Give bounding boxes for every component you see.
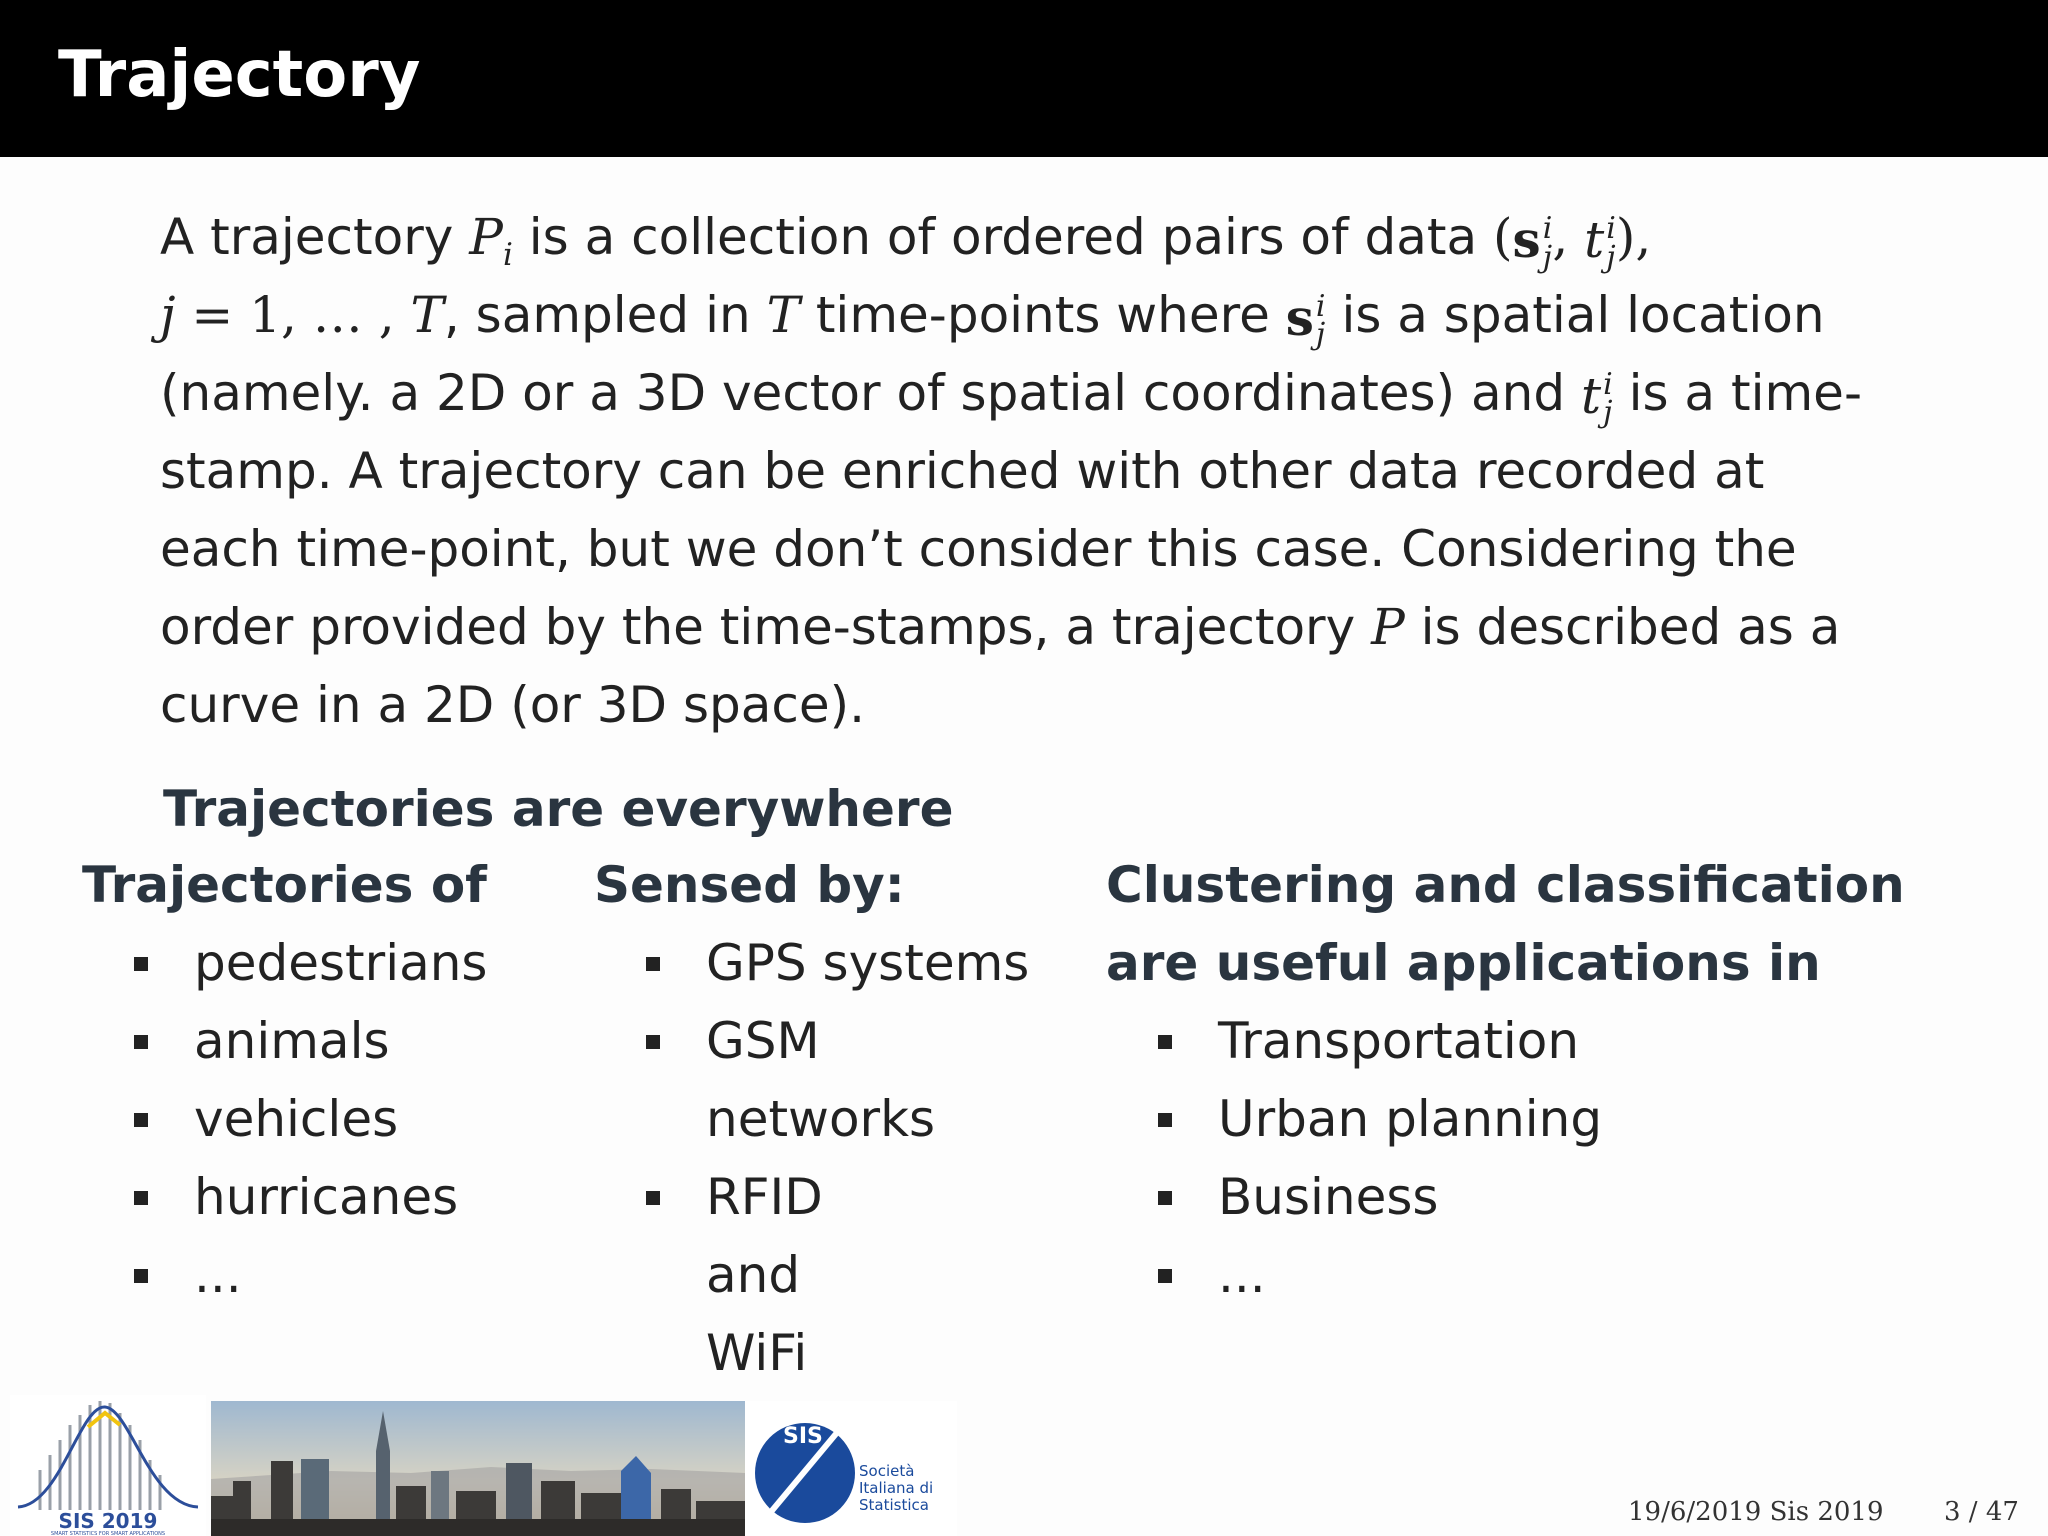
bullet-square-icon bbox=[646, 957, 660, 971]
slide-title: Trajectory bbox=[58, 38, 421, 112]
slide-header bbox=[0, 0, 2048, 157]
bullet-square-icon bbox=[646, 1191, 660, 1205]
column-heading: Sensed by: bbox=[594, 856, 905, 914]
math-T: T bbox=[766, 286, 800, 344]
list-item: hurricanes bbox=[82, 1158, 542, 1236]
bullet-square-icon bbox=[1158, 1113, 1172, 1127]
math-pair: (s i j , t i j ), bbox=[1493, 208, 1652, 275]
column-heading: Trajectories of bbox=[82, 856, 487, 914]
column-trajectories-of bbox=[82, 846, 542, 1314]
svg-text:SIS: SIS bbox=[783, 1424, 823, 1449]
intro-text-8: time-stamp. A trajectory can be enriched with other data recorded at each time-point, but we don’t consider this case. Considering the order provided by the time-stamps, a trajectory bbox=[160, 364, 1862, 656]
list-item: GPS systems bbox=[594, 924, 1034, 1002]
intro-text-4: time-points where bbox=[815, 286, 1270, 344]
list-item: RFID and WiFi bbox=[594, 1158, 894, 1392]
intro-paragraph bbox=[160, 198, 1880, 744]
list-item: vehicles bbox=[82, 1080, 542, 1158]
sis-2019-logo bbox=[10, 1395, 206, 1536]
svg-text:Statistica: Statistica bbox=[859, 1496, 929, 1514]
bullet-list bbox=[1106, 1002, 1986, 1314]
math-P: P bbox=[1371, 598, 1405, 656]
svg-text:SIS 2019: SIS 2019 bbox=[58, 1509, 158, 1533]
list-item: Business bbox=[1106, 1158, 1986, 1236]
intro-text-9: is described as a curve in a 2D (or 3D space). bbox=[160, 598, 1841, 734]
math-t-ij: t i j bbox=[1580, 366, 1613, 430]
sis-society-logo bbox=[745, 1401, 957, 1536]
list-item: Transportation bbox=[1106, 1002, 1986, 1080]
list-item: GSM networks bbox=[594, 1002, 894, 1158]
intro-text-5: is a spatial location bbox=[1341, 286, 1825, 344]
bullet-square-icon bbox=[134, 1113, 148, 1127]
intro-text-2: is a collection of ordered pairs of data bbox=[528, 208, 1478, 266]
section-subtitle: Trajectories are everywhere bbox=[163, 780, 954, 838]
list-item: ... bbox=[82, 1236, 542, 1314]
bullet-list bbox=[594, 924, 1054, 1470]
bullet-square-icon bbox=[1158, 1191, 1172, 1205]
svg-text:Società: Società bbox=[859, 1462, 915, 1480]
list-item: animals bbox=[82, 1002, 542, 1080]
math-s-ij: s i j bbox=[1285, 287, 1326, 352]
svg-text:Italiana di: Italiana di bbox=[859, 1479, 934, 1497]
list-item: ... bbox=[1106, 1236, 1986, 1314]
footer-date: 19/6/2019 Sis 2019 bbox=[1628, 1497, 1884, 1527]
bullet-square-icon bbox=[1158, 1269, 1172, 1283]
math-P-i: $P_i$ bbox=[469, 208, 513, 273]
bullet-square-icon bbox=[646, 1035, 660, 1049]
milan-skyline-photo bbox=[211, 1401, 745, 1536]
intro-text-3: , sampled in bbox=[443, 286, 751, 344]
svg-text:SMART STATISTICS FOR SMART APP: SMART STATISTICS FOR SMART APPLICATIONS bbox=[50, 1531, 166, 1536]
column-sensed-by bbox=[594, 846, 1054, 1470]
bullet-list bbox=[82, 924, 542, 1314]
bullet-square-icon bbox=[134, 1269, 148, 1283]
intro-text-6: (namely. a 2D or a 3D vector of spatial coordinates) and bbox=[160, 364, 1566, 422]
bullet-square-icon bbox=[134, 1035, 148, 1049]
page-number: 3 / 47 bbox=[1944, 1497, 2019, 1527]
bullet-square-icon bbox=[134, 957, 148, 971]
bullet-square-icon bbox=[1158, 1035, 1172, 1049]
math-j-range: j = 1, … , T bbox=[160, 286, 444, 344]
list-item: pedestrians bbox=[82, 924, 542, 1002]
bullet-square-icon bbox=[134, 1191, 148, 1205]
footer-logos bbox=[0, 1395, 960, 1536]
column-applications bbox=[1106, 846, 1986, 1314]
list-item: Urban planning bbox=[1106, 1080, 1986, 1158]
column-heading: Clustering and classification are useful applications in bbox=[1106, 856, 1905, 992]
intro-text-1: A trajectory bbox=[160, 208, 454, 266]
intro-text-7: is a bbox=[1628, 364, 1716, 422]
